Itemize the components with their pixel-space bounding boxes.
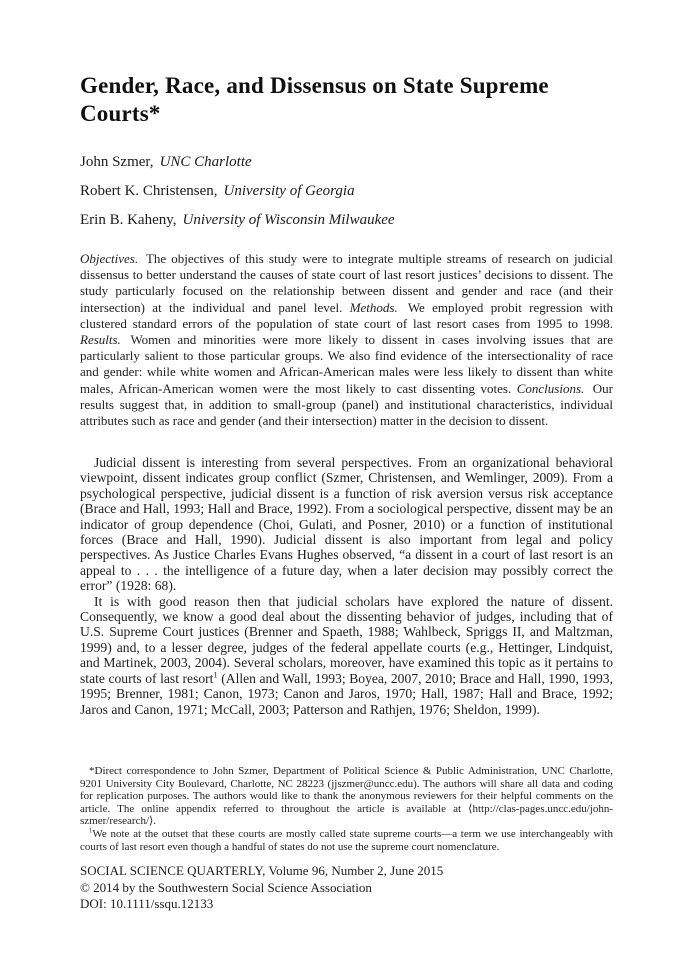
journal-volume-line: SOCIAL SCIENCE QUARTERLY, Volume 96, Number 2, June 2015 [80, 863, 444, 878]
abstract-label: Methods. [349, 299, 398, 315]
footnote-marker: 1 [89, 827, 93, 835]
abstract-label: Results. [80, 332, 121, 348]
footnote [80, 828, 613, 853]
author-name: Erin B. Kaheny, [80, 212, 177, 228]
abstract-segment: The objectives of this study were to integrate multiple streams of research on judicial dissensus to better understand the causes of state court of last resort justices’ decisions to dissent. The study particularly focused on the relationship between dissent and gender and race (and their intersection) at the individual and panel level. [80, 251, 613, 315]
footnote-marker: * [89, 765, 95, 777]
author-line [80, 182, 613, 200]
body-paragraph-text: It is with good reason then that judicial scholars have explored the nature of dissent. Consequently, we know a good deal about the dissenting behavior of judges, including that of U.S. Supreme Court justices (Brenner and Spaeth, 1988; Wahlbeck, Spriggs II, and Maltzman, 1999) and, to a lesser degree, judges of the federal appellate courts (e.g., Hettinger, Lindquist, and Martinek, 2003, 2004). Several scholars, moreover, have examined this topic as it pertains to state courts of last resort [80, 593, 613, 686]
abstract-label: Conclusions. [516, 380, 585, 396]
body-paragraph [80, 594, 613, 717]
footnote-reference-superscript: 1 [213, 669, 218, 680]
copyright-line: © 2014 by the Southwestern Social Science Association [80, 879, 372, 895]
authors-block [80, 153, 613, 240]
doi-line: DOI: 10.1111/ssqu.12133 [80, 896, 214, 912]
abstract-segment: We employed probit regression with clustered standard errors of the population of state court of last resort cases from 1995 to 1998. [80, 299, 613, 331]
author-name: Robert K. Christensen, [80, 183, 218, 199]
body-paragraph: Judicial dissent is interesting from several perspectives. From an organizational behavioral viewpoint, dissent indicates group conflict (Szmer, Christensen, and Wemlinger, 2009). From a psychological perspective, judicial dissent is a function of risk aversion versus risk acceptance (Brace and Hall, 1993; Hall and Brace, 1992). From a sociological perspective, dissent may be an indicator of group dependence (Choi, Gulati, and Posner, 2010) or a function of institutional forces (Brace and Hall, 1990). Judicial dissent is also important from legal and policy perspectives. As Justice Charles Evans Hughes observed, “a dissent in a court of last resort is an appeal to . . . the intelligence of a future day, when a later decision may possibly correct the error” (1928: 68). [80, 455, 613, 594]
journal-footer [80, 863, 613, 913]
footnote-text: Direct correspondence to John Szmer, Department of Political Science & Public Administration, UNC Charlotte, 9201 University City Boulevard, Charlotte, NC 28223 (jjszmer@uncc.edu). The authors will share all data and coding for replication purposes. The authors would like to thank the anonymous reviewers for their helpful comments on the article. The online appendix referred to throughout the article is available at ⟨http://clas-pages.uncc.edu/john-szmer/research/⟩. [80, 765, 613, 828]
abstract-label: Objectives. [80, 251, 139, 266]
author-name: John Szmer, [80, 154, 154, 170]
footnote [80, 765, 613, 828]
author-affiliation: UNC Charlotte [159, 154, 252, 170]
abstract-paragraph [80, 251, 613, 429]
abstract-segment: Our results suggest that, in addition to small-group (panel) and institutional characteristics, individual attributes such as race and gender (and their intersection) matter in the decision to dissent. [80, 380, 614, 429]
author-line [80, 211, 613, 229]
author-affiliation: University of Wisconsin Milwaukee [182, 212, 395, 228]
author-affiliation: University of Georgia [223, 183, 355, 199]
footnote-text: We note at the outset that these courts are mostly called state supreme courts—a term we use interchangeably with courts of last resort even though a handful of states do not use the supreme court nomenclature. [80, 827, 613, 853]
body-paragraph-text: (Allen and Wall, 1993; Boyea, 2007, 2010; Brace and Hall, 1990, 1993, 1995; Brenner, 1981; Canon, 1973; Canon and Jaros, 1970; Hall, 1987; Hall and Brace, 1992; Jaros and Canon, 1971; McCall, 2003; Patterson and Rathjen, 1976; Sheldon, 1999). [80, 670, 613, 717]
footnotes-block [80, 765, 613, 853]
article-body [80, 455, 613, 717]
author-line [80, 153, 613, 171]
article-title: Gender, Race, and Dissensus on State Supreme Courts* [80, 73, 549, 126]
abstract-segment: Women and minorities were more likely to dissent in cases involving issues that are particularly salient to those particular groups. We also find evidence of the intersectionality of race and gender: while white women and African-American males were less likely to dissent than white males, African-American women were the most likely to cast dissenting votes. [80, 332, 613, 396]
